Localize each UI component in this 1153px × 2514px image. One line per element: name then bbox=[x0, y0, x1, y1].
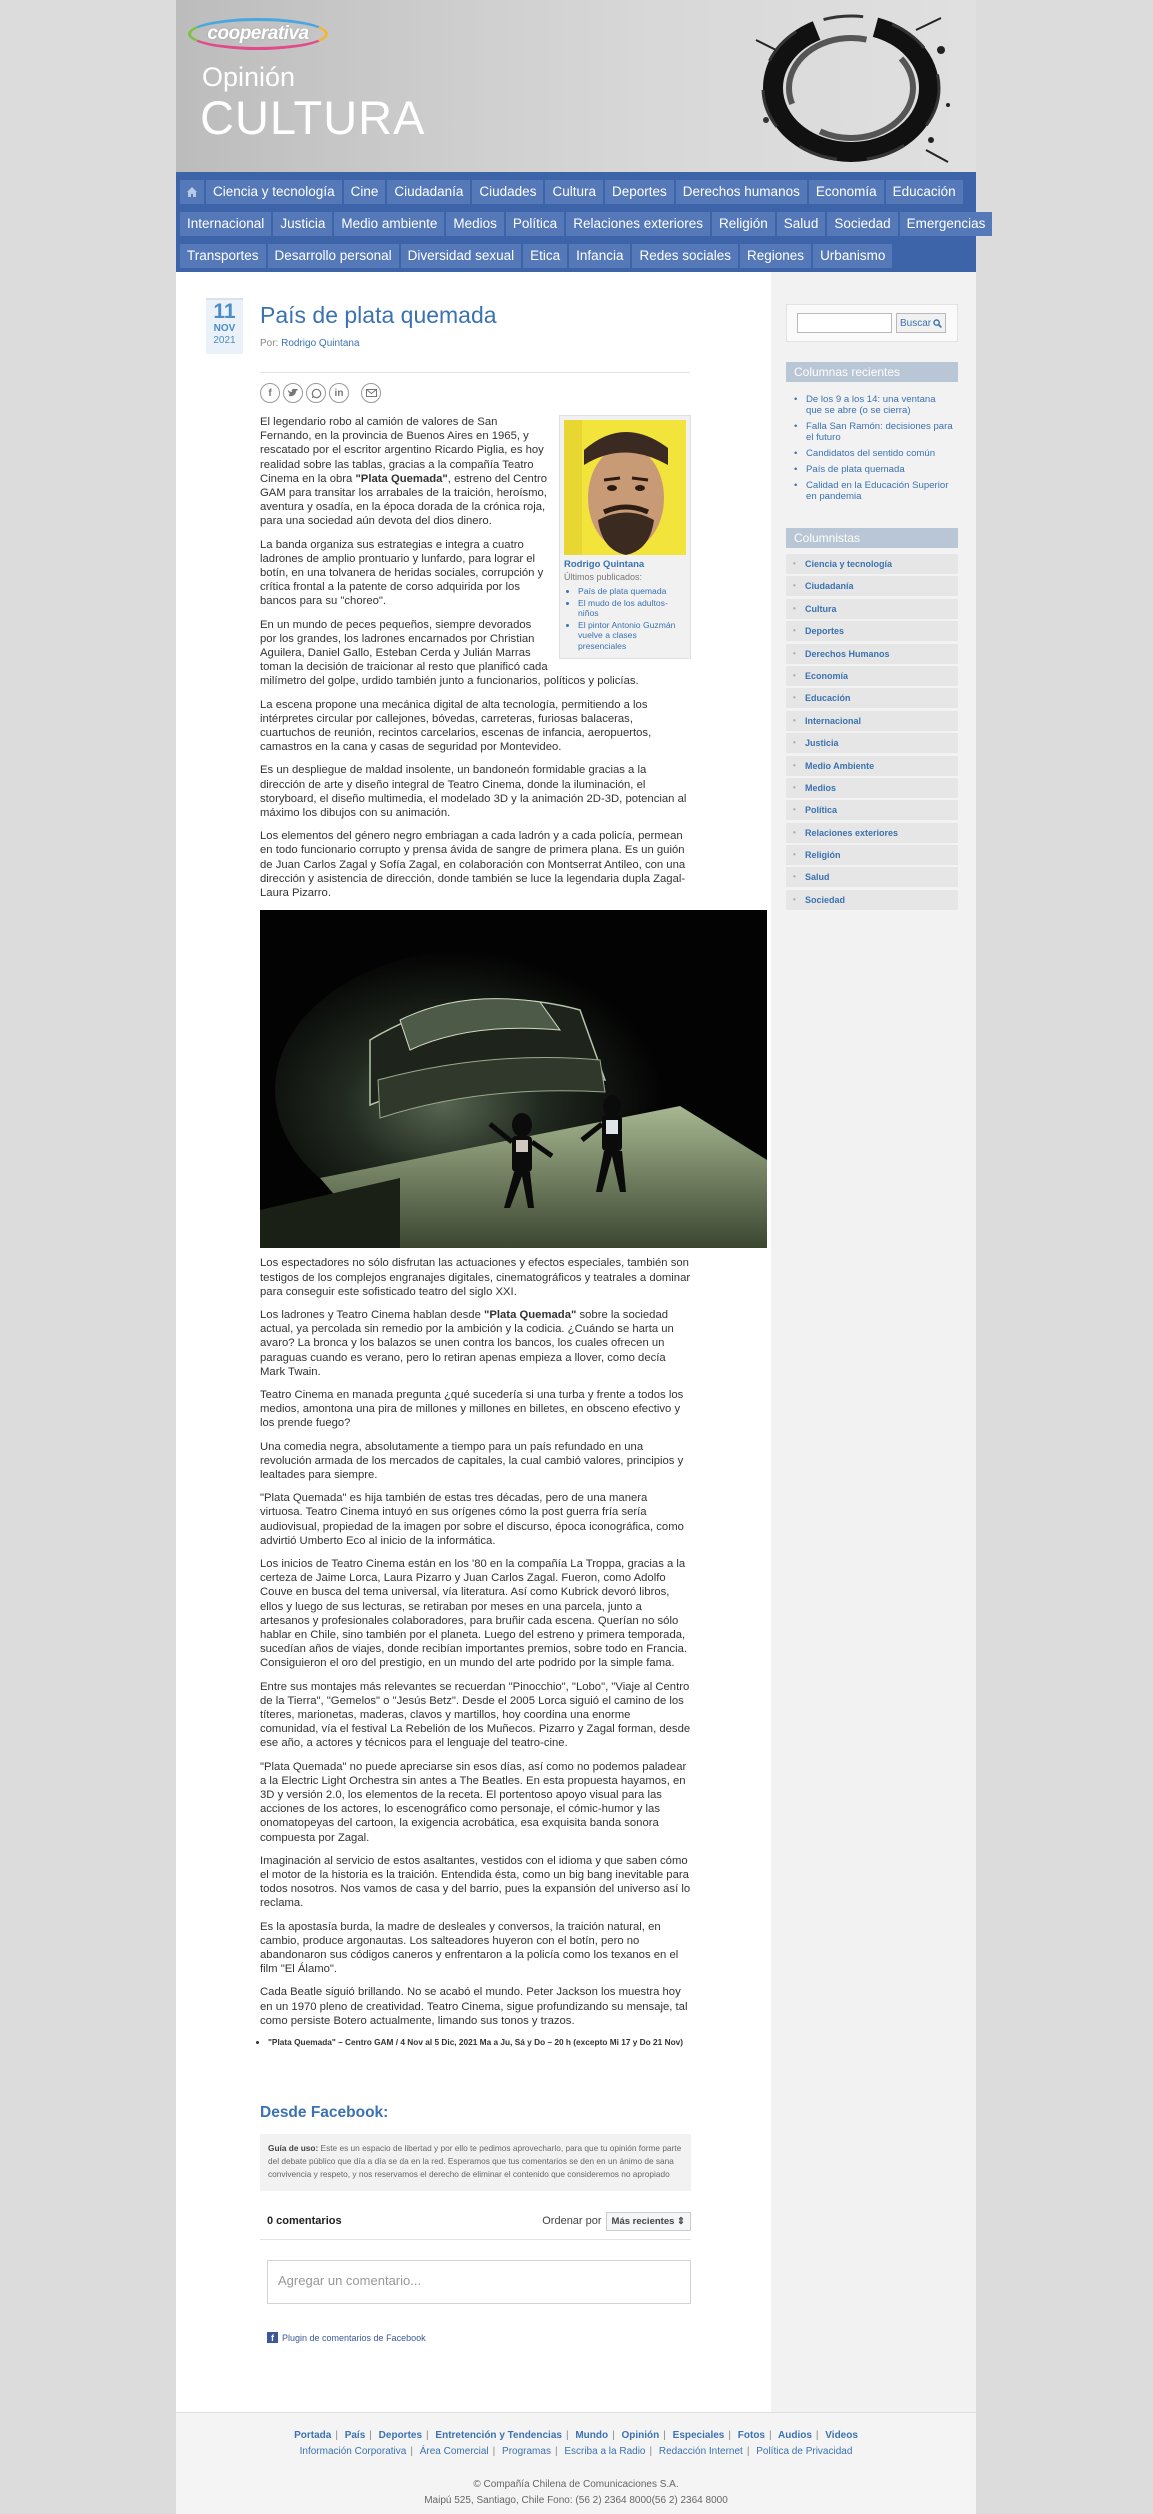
ink-splash-illustration bbox=[726, 10, 956, 168]
nav-item-diversidad-sexual[interactable]: Diversidad sexual bbox=[401, 244, 522, 268]
paragraph: Es la apostasía burda, la madre de desleales y conversos, la traición natural, en cambio, produce argonautas. Los salteadores huyeron con el botín, pero no abandonaron sus códigos caneros y enfrentaron a la policía como los texanos en el film "El Álamo". bbox=[260, 1920, 679, 1976]
nav-row bbox=[180, 176, 972, 208]
nav-item-redes-sociales[interactable]: Redes sociales bbox=[632, 244, 738, 268]
recent-column-link[interactable]: • País de plata quemada bbox=[794, 464, 954, 475]
email-icon[interactable] bbox=[361, 383, 381, 403]
event-info-list bbox=[268, 2037, 691, 2047]
search-icon bbox=[933, 319, 942, 328]
event-info: • "Plata Quemada" – Centro GAM / 4 Nov al 5 Dic, 2021 Ma a Ju, Sá y Do – 20 h (excepto Mi 17 y Do 21 Nov) bbox=[268, 2037, 691, 2047]
columnist-category[interactable]: • Sociedad bbox=[786, 890, 958, 910]
nav-row bbox=[180, 208, 986, 240]
usage-guide bbox=[260, 2134, 691, 2191]
author-link[interactable]: Rodrigo Quintana bbox=[281, 338, 360, 349]
nav-home-link[interactable] bbox=[180, 180, 204, 204]
columnist-category[interactable]: • Deportes bbox=[786, 621, 958, 641]
facebook-heading: Desde Facebook: bbox=[260, 2104, 389, 2121]
section-label-small: Opinión bbox=[202, 62, 296, 92]
site-header bbox=[176, 0, 976, 172]
columnist-category[interactable]: • Salud bbox=[786, 867, 958, 887]
paragraph: Una comedia negra, absolutamente a tiempo para un país refundado en una revolución armada de los mercados de capitales, la cual cambió valores, principios y lealtades para siempre. bbox=[260, 1440, 684, 1481]
nav-item-derechos-humanos[interactable]: Derechos humanos bbox=[676, 180, 807, 204]
columnist-category[interactable]: • Ciencia y tecnología bbox=[786, 554, 958, 574]
nav-item-emergencias[interactable]: Emergencias bbox=[900, 212, 993, 236]
stage-photo bbox=[260, 910, 767, 1248]
share-bar bbox=[260, 383, 381, 403]
text-run: , estreno del Centro GAM para transitar los arrabales de la traición, heroísmo, aventura y osadía, en la época dorada de la crónica roja, para una sociedad aún devota del dios dinero. bbox=[260, 472, 548, 528]
section-label-large: CULTURA bbox=[200, 91, 426, 144]
nav-item-ciudades[interactable]: Ciudades bbox=[472, 180, 543, 204]
plugin-label: Plugin de comentarios de Facebook bbox=[282, 2332, 426, 2343]
recent-column-link[interactable]: • Candidatos del sentido común bbox=[794, 448, 954, 459]
paragraph: Entre sus montajes más relevantes se recuerdan "Pinocchio", "Lobo", "Viaje al Centro de la Tierra", "Gemelos" o "Jesús Betz". Desde el 2005 Lorca siguió el camino de los títeres, marionetas, maderas, clavos y martillos, hoy coordina una enorme comunidad, vía el festival La Rebelión de los Muñecos. Pizarro y Zagal forman, desde ese año, a actores y técnicos para el lenguaje del teatro-cine. bbox=[260, 1680, 691, 1750]
divider bbox=[260, 372, 690, 373]
text-run: sobre la sociedad actual, ya percolada sin remedio por la ambición y la codicia. ¿Cuándo se harta un avaro? La bronca y los balazos se unen contra los bancos, los cuales ofrecen un paraguas cuando es verano, pero lo retiran apenas empieza a llover, como decía Mark Twain. bbox=[260, 1308, 674, 1378]
paragraph: Teatro Cinema en manada pregunta ¿qué sucedería si una turba y frente a todos los medios, amontona una pira de millones y millones en billetes, en obsceno efectivo y los prende fuego? bbox=[260, 1388, 684, 1430]
order-control bbox=[542, 2212, 691, 2231]
article-column bbox=[176, 272, 771, 2412]
columnist-category[interactable]: • Medios bbox=[786, 778, 958, 798]
paragraph: Los espectadores no sólo disfrutan las actuaciones y efectos especiales, también son testigos de los complejos engranajes digitales, cinematográficos y teatrales a dominar para conseguir este sofisticado teatro del siglo XXI. bbox=[260, 1257, 691, 1298]
nav-item-justicia[interactable]: Justicia bbox=[273, 212, 332, 236]
author-photo bbox=[564, 420, 686, 555]
columnist-category[interactable]: • Medio Ambiente bbox=[786, 756, 958, 776]
footer-link[interactable]: Redacción Internet bbox=[658, 2446, 743, 2457]
comment-count: 0 comentarios bbox=[267, 2215, 342, 2227]
footer-link[interactable]: Videos bbox=[825, 2430, 858, 2441]
footer-link[interactable]: Información Corporativa bbox=[299, 2446, 407, 2457]
columnist-category[interactable]: • Cultura bbox=[786, 599, 958, 619]
comment-input[interactable]: Agregar un comentario... bbox=[267, 2260, 691, 2304]
columnist-category[interactable]: • Religión bbox=[786, 845, 958, 865]
paragraph: La escena propone una mecánica digital de alta tecnología, permitiendo a los intérpretes circular por callejones, bóvedas, carreteras, furiosas balaceras, cuartuchos de reunión, recintos carcelarios, escenas de infancia, aeropuertos, camastros en la cana y casas de seguridad por Montevideo. bbox=[260, 698, 652, 754]
nav-item-medio-ambiente[interactable]: Medio ambiente bbox=[334, 212, 444, 236]
latest-item[interactable]: • País de plata quemada bbox=[578, 586, 686, 597]
bold-title: "Plata Quemada" bbox=[484, 1308, 577, 1321]
text-run: Los ladrones y Teatro Cinema hablan desde bbox=[260, 1308, 484, 1321]
latest-item[interactable]: • El pintor Antonio Guzmán vuelve a clases presenciales bbox=[578, 620, 686, 652]
order-value: Más recientes bbox=[611, 2215, 675, 2227]
columnist-category[interactable]: • Derechos Humanos bbox=[786, 644, 958, 664]
date-badge bbox=[206, 298, 243, 354]
latest-label: Últimos publicados: bbox=[564, 572, 643, 582]
order-select[interactable] bbox=[606, 2212, 691, 2231]
footer-link[interactable]: Fotos bbox=[737, 2430, 765, 2441]
nav-item-salud[interactable]: Salud bbox=[777, 212, 826, 236]
nav-item-economia[interactable]: Economía bbox=[809, 180, 884, 204]
chevron-down-icon: ⇕ bbox=[677, 2215, 685, 2227]
footer-link[interactable]: País bbox=[344, 2430, 366, 2441]
nav-item-ciudadania[interactable]: Ciudadanía bbox=[387, 180, 470, 204]
paragraph: "Plata Quemada" es hija también de estas tres décadas, pero de una manera virtuosa. Teatro Cinema intuyó en sus orígenes cómo la post guerra fría sería audiovisual, propiedad de la imagen por sobre el discurso, época iconográfica, como advirtió Umberto Eco al inicio de la informática. bbox=[260, 1492, 684, 1547]
footer-link[interactable]: Escriba a la Radio bbox=[564, 2446, 646, 2457]
nav-item-educacion[interactable]: Educación bbox=[886, 180, 963, 204]
footer-link[interactable]: Programas bbox=[502, 2446, 551, 2457]
nav-item-desarrollo-personal[interactable]: Desarrollo personal bbox=[268, 244, 399, 268]
divider bbox=[260, 2239, 691, 2240]
footer-link[interactable]: Opinión bbox=[621, 2430, 660, 2441]
guide-text: Este es un espacio de libertad y por ello te pedimos aprovecharlo, para que tu opinión forme parte del debate público que día a día se da en la red. Esperamos que tus comentarios se den en un ánimo de sana convivencia y respeto, y nos reservamos el derecho de eliminar el contenido que consideremos no apropiado bbox=[268, 2143, 682, 2179]
recent-columns-list bbox=[794, 394, 954, 507]
cooperativa-logo[interactable] bbox=[188, 18, 328, 50]
footer-link[interactable]: Especiales bbox=[672, 2430, 725, 2441]
facebook-comments bbox=[260, 2104, 691, 2343]
nav-item-regiones[interactable]: Regiones bbox=[740, 244, 811, 268]
columnist-category[interactable]: • Ciudadanía bbox=[786, 576, 958, 596]
columnist-category[interactable]: • Internacional bbox=[786, 711, 958, 731]
footer-link[interactable]: Deportes bbox=[378, 2430, 423, 2441]
nav-item-medios[interactable]: Medios bbox=[446, 212, 504, 236]
order-label: Ordenar por bbox=[542, 2215, 602, 2227]
facebook-icon[interactable]: f bbox=[260, 383, 280, 403]
footer-link[interactable]: Entretención y Tendencias bbox=[435, 2430, 562, 2441]
nav-item-relaciones-exteriores[interactable]: Relaciones exteriores bbox=[566, 212, 710, 236]
columnists-heading: Columnistas bbox=[786, 528, 958, 548]
nav-item-internacional[interactable]: Internacional bbox=[180, 212, 271, 236]
footer-link[interactable]: Área Comercial bbox=[419, 2446, 489, 2457]
date-year: 2021 bbox=[213, 335, 236, 346]
date-month: NOV bbox=[213, 323, 236, 334]
paragraph: Los inicios de Teatro Cinema están en los '80 en la compañía La Troppa, gracias a la certeza de Jaime Lorca, Laura Pizarro y Juan Carlos Zagal. Fueron, como Adolfo Couve en busca del tema universal, vía literatura. Así como Kubrick devoró libros, ellos y luego de sus lecturas, se retiraban por meses en una parcela, junto a artesanos y profesionales colaboradores, para bruñir cada escena. Querían no sólo hablar en Chile, sino también por el planeta. Luego del estreno y primera temporada, sucedían años de viajes, donde recibían importantes premios, sobre todo en Francia. Consiguieron el oro del prestigio, en un mundo del arte podrido por la simple fama. bbox=[260, 1557, 688, 1670]
recent-column-link[interactable]: • Falla San Ramón: decisiones para el futuro bbox=[794, 421, 954, 443]
search-button[interactable] bbox=[896, 313, 946, 333]
facebook-icon: f bbox=[267, 2332, 278, 2343]
search-input[interactable] bbox=[797, 313, 892, 333]
nav-item-urbanismo[interactable]: Urbanismo bbox=[813, 244, 892, 268]
main-navigation bbox=[176, 172, 986, 272]
twitter-icon[interactable] bbox=[283, 383, 303, 403]
date-day: 11 bbox=[213, 300, 236, 323]
columnist-category[interactable]: • Relaciones exteriores bbox=[786, 823, 958, 843]
paragraph: "Plata Quemada" no puede apreciarse sin esos días, así como no podemos paladear a la Electric Light Orchestra sin antes a The Beatles. En esta propuesta hayamos, en 3D y versión 2.0, los elementos de la receta. El portentoso apoyo visual para las acciones de los actores, lo escenográfico como personaje, el cómic-humor y las onomatopeyas del cartoon, la exigencia acrobática, esa exquisita banda sonora compuesta por Zagal. bbox=[260, 1760, 687, 1844]
paragraph: Los elementos del género negro embriagan a cada ladrón y a cada policía, permean en todo funcionario corrupto y prensa ávida de sangre de primera plana. Es un guión de Juan Carlos Zagal y Sofía Zagal, en colaboración con Montserrat Antileo, con una dirección y asistencia de dirección, donde también se luce la legendaria dupla Zagal-Laura Pizarro. bbox=[260, 830, 686, 900]
columnists-list bbox=[786, 554, 958, 912]
author-box-name[interactable]: Rodrigo Quintana bbox=[564, 559, 645, 570]
footer-link[interactable]: Audios bbox=[778, 2430, 812, 2441]
paragraph: La banda organiza sus estrategias e integra a cuatro ladrones de amplio prontuario y lunfardo, para lograr el botín, en una tolvanera de heridas sociales, corrupción y crítica frontal a la patente de corso adquirida por los bancos para su "choreo". bbox=[260, 538, 544, 608]
nav-item-cine[interactable]: Cine bbox=[344, 180, 386, 204]
article-title: País de plata quemada bbox=[260, 302, 497, 328]
byline bbox=[260, 338, 360, 349]
search-form bbox=[786, 304, 958, 342]
nav-row bbox=[180, 240, 972, 272]
footer-link[interactable]: Portada bbox=[294, 2430, 332, 2441]
article-body bbox=[260, 415, 691, 2047]
search-button-label: Buscar bbox=[900, 317, 932, 329]
paragraph: Cada Beatle siguió brillando. No se acabó el mundo. Peter Jackson los muestra hoy en un 1970 pleno de creatividad. Teatro Cinema, sigue profundizando su mensaje, tal como persiste Botero actualmente, limando sus tonos y trazos. bbox=[260, 1986, 688, 2027]
recent-columns-heading: Columnas recientes bbox=[786, 362, 958, 382]
paragraph: Imaginación al servicio de estos asaltantes, vestidos con el idioma y que saben cómo el motor de la historia es la traición. Entendida ésta, como un big bang inevitable para todos nosotros. Nos vamos de casa y del barrio, pues la expansión del universo así lo reclama. bbox=[260, 1854, 691, 1910]
sidebar bbox=[771, 272, 976, 2412]
nav-item-politica[interactable]: Política bbox=[506, 212, 564, 236]
recent-column-link[interactable]: • De los 9 a los 14: una ventana que se abre (o se cierra) bbox=[794, 394, 954, 416]
nav-item-cultura[interactable]: Cultura bbox=[545, 180, 603, 204]
paragraph: Es un despliegue de maldad insolente, un bandoneón formidable gracias a la dirección de arte y diseño integral de Teatro Cinema, donde la iluminación, el storyboard, el diseño multimedia, el modelado 3D y la animación 2D-3D, potencian al máximo los dibujos con su animación. bbox=[260, 764, 687, 820]
columnist-category[interactable]: • Política bbox=[786, 800, 958, 820]
paragraph: En un mundo de peces pequeños, siempre devorados por los grandes, los ladrones encarnados por Christian Aguilera, Daniel Gallo, Esteban Cerda y Julián Marras toman la decisión de traicionar al resto que planificó cada milímetro del golpe, urdido también junto a funcionarios, políticos y policías. bbox=[260, 618, 639, 688]
columnist-category[interactable]: • Educación bbox=[786, 688, 958, 708]
copyright: © Compañía Chilena de Comunicaciones S.A. bbox=[473, 2479, 679, 2490]
nav-item-deportes[interactable]: Deportes bbox=[605, 180, 674, 204]
recent-column-link[interactable]: • Calidad en la Educación Superior en pandemia bbox=[794, 480, 954, 502]
comments-bar bbox=[260, 2211, 691, 2231]
home-icon bbox=[186, 186, 198, 198]
footer-secondary-links: Información Corporativa | Área Comercial | Programas | Escriba a la Radio | Redacción Internet | Política de Privacidad bbox=[299, 2446, 853, 2457]
whatsapp-icon[interactable] bbox=[306, 383, 326, 403]
page-wrapper bbox=[176, 0, 986, 2514]
nav-item-religion[interactable]: Religión bbox=[712, 212, 775, 236]
bold-title: "Plata Quemada" bbox=[355, 472, 448, 485]
footer-link[interactable]: Política de Privacidad bbox=[756, 2446, 853, 2457]
logo-text: cooperativa bbox=[207, 23, 309, 44]
nav-item-sociedad[interactable]: Sociedad bbox=[827, 212, 897, 236]
nav-item-infancia[interactable]: Infancia bbox=[569, 244, 630, 268]
latest-item[interactable]: • El mudo de los adultos-niños bbox=[578, 598, 686, 619]
footer-link[interactable]: Mundo bbox=[575, 2430, 609, 2441]
latest-list bbox=[578, 586, 686, 651]
linkedin-icon[interactable]: in bbox=[329, 383, 349, 403]
columnist-category[interactable]: • Economía bbox=[786, 666, 958, 686]
site-footer bbox=[176, 2412, 976, 2514]
byline-prefix: Por: bbox=[260, 338, 279, 349]
facebook-plugin-link[interactable] bbox=[267, 2332, 691, 2343]
address: Maipú 525, Santiago, Chile Fono: (56 2) 2364 8000(56 2) 2364 8000 bbox=[424, 2495, 728, 2506]
paragraph bbox=[260, 1308, 691, 1379]
columnist-category[interactable]: • Justicia bbox=[786, 733, 958, 753]
footer-main-links: Portada | País | Deportes | Entretención y Tendencias | Mundo | Opinión | Especiales | Fotos | Audios | Videos bbox=[294, 2430, 858, 2441]
nav-item-ciencia[interactable]: Ciencia y tecnología bbox=[206, 180, 342, 204]
nav-item-transportes[interactable]: Transportes bbox=[180, 244, 266, 268]
author-box bbox=[559, 415, 691, 659]
nav-item-etica[interactable]: Etica bbox=[523, 244, 567, 268]
text-run: El legendario robo al camión de valores de San Fernando, en la provincia de Buenos Aires en 1965, y rescatado por el escritor argentino Ricardo Piglia, es hoy realidad sobre las tablas, gracias a la compañía Teatro Cinema en la obra bbox=[260, 416, 544, 485]
guide-label: Guía de uso: bbox=[268, 2143, 319, 2153]
